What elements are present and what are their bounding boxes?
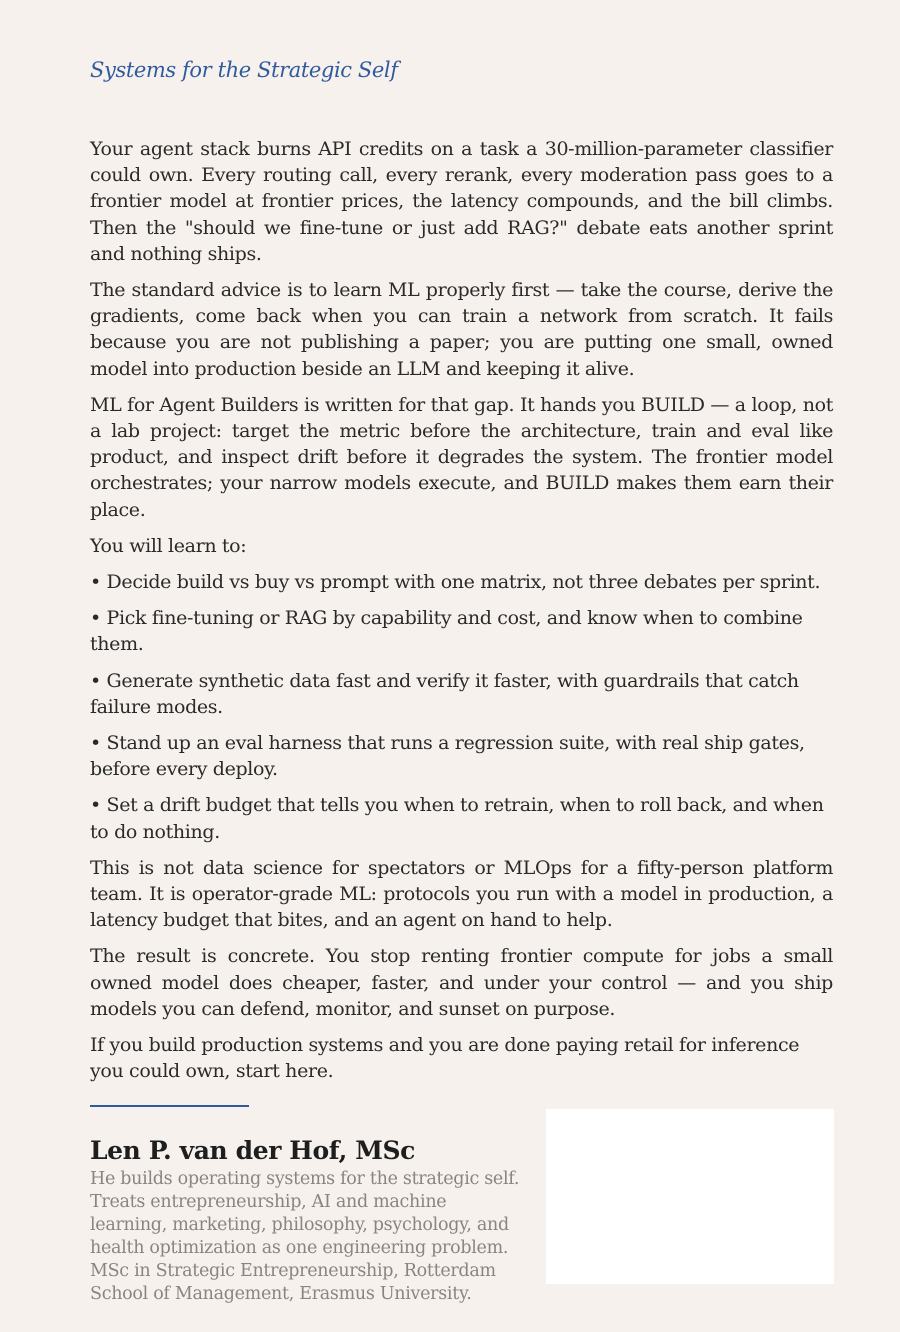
- positioning-paragraph: This is not data science for spectators or MLOps for a fifty-person platform team. It is operator-grade ML: protocols you run with a model in production, a latency budget that bites, and an agent on hand to help.: [90, 856, 833, 932]
- result-paragraph: The result is concrete. You stop renting frontier compute for jobs a small owned model does cheaper, faster, and under your control — and you ship models you can defend, monitor, and sunset on purpose.: [90, 945, 833, 1020]
- bullet-item: • Pick fine-tuning or RAG by capability and cost, and know when to combine them.: [90, 607, 803, 656]
- author-photo-placeholder: [546, 1109, 834, 1284]
- divider-rule: [90, 1105, 249, 1107]
- call-to-action: If you build production systems and you are done paying retail for inference you could own, start here.: [90, 1034, 800, 1083]
- bullet-item: • Stand up an eval harness that runs a regression suite, with real ship gates, before every deploy.: [90, 732, 805, 781]
- intro-paragraph: Your agent stack burns API credits on a task a 30-million-parameter classifier could own. Every routing call, every rerank, every moderation pass goes to a frontier model at frontier prices, the latency compounds, and the bill climbs. Then the "should we fine-tune or just add RAG?" debate eats another sprint and nothing ships.: [90, 138, 833, 265]
- solution-paragraph: ML for Agent Builders is written for that gap. It hands you BUILD — a loop, not a lab project: target the metric before the architecture, train and eval like product, and inspect drift before it degrades the system. The frontier model orchestrates; your narrow models execute, and BUILD makes them earn their place.: [90, 393, 833, 521]
- author-name: Len P. van der Hof, MSc: [90, 1136, 415, 1165]
- bullet-item: • Set a drift budget that tells you when to retrain, when to roll back, and when to do nothing.: [90, 794, 824, 843]
- bullet-item: • Generate synthetic data fast and verify it faster, with guardrails that catch failure modes.: [90, 669, 799, 718]
- series-title: Systems for the Strategic Self: [90, 58, 398, 82]
- bullet-item: • Decide build vs buy vs prompt with one matrix, not three debates per sprint.: [90, 571, 821, 594]
- back-cover-copy: [90, 136, 833, 1095]
- learn-intro: You will learn to:: [90, 534, 247, 557]
- problem-paragraph: The standard advice is to learn ML properly first — take the course, derive the gradients, come back when you can train a network from scratch. It fails because you are not publishing a paper; you are putting one small, owned model into production beside an LLM and keeping it alive.: [90, 279, 833, 380]
- author-bio: He builds operating systems for the strategic self. Treats entrepreneurship, AI and machine learning, marketing, philosophy, psychology, and health optimization as one engineering problem. MSc in Strategic Entrepreneurship, Rotterdam School of Management, Erasmus University.: [90, 1169, 520, 1304]
